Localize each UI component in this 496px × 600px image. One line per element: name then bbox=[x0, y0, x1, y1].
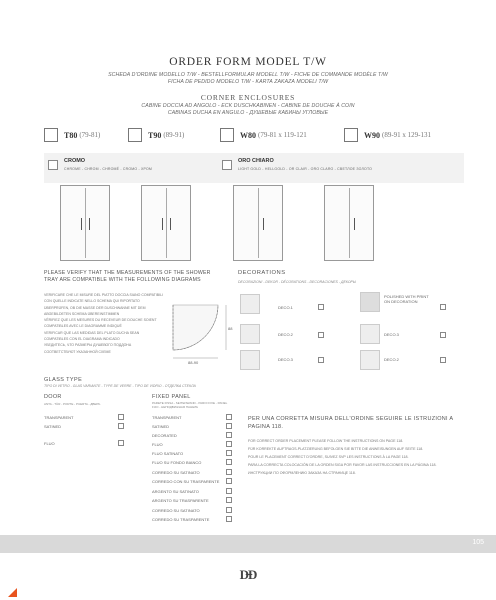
shower-tray-diagram bbox=[168, 300, 238, 370]
checkbox[interactable] bbox=[440, 332, 446, 338]
instruction-line: COMPATIBLES AVEC LE DIAGRAMME INDIQUÉ bbox=[44, 324, 122, 329]
page-title: ORDER FORM MODEL T/W bbox=[169, 56, 327, 68]
deco-label: DECO.2 bbox=[384, 357, 399, 362]
checkbox[interactable] bbox=[118, 440, 124, 446]
checkbox[interactable] bbox=[318, 357, 324, 363]
panel-option-label: CORREDO CON SU TRASPARENTE bbox=[152, 479, 220, 484]
fixed-panel-title: FIXED PANEL bbox=[152, 394, 191, 400]
brand-logo: D̶D bbox=[239, 567, 257, 582]
deco-label: DECO.3 bbox=[384, 332, 399, 337]
checkbox[interactable] bbox=[44, 128, 58, 142]
instruction-line: ÜBERPRÜFEN, OB DIE MASSE DER DUSCHWANNE MIT DEM bbox=[44, 305, 146, 310]
diagram-label: 88 bbox=[228, 326, 233, 331]
checkbox[interactable] bbox=[226, 441, 232, 447]
instruction-line: VERIFICAR QUE LAS MEDIDAS DEL PLATO DUCHA SEAN bbox=[44, 330, 140, 335]
instruction-line: CON QUELLE INDICATE NELLO SCHEMA QUI RIPORTATO bbox=[44, 299, 140, 304]
deco-swatch bbox=[360, 292, 380, 312]
checkbox[interactable] bbox=[226, 423, 232, 429]
door-title: DOOR bbox=[44, 394, 62, 400]
instruction-line: СООТВЕТСТВУЮТ УКАЗАННОЙ СХЕМЕ bbox=[44, 349, 111, 354]
instruction-line: VÉRIFIEZ QUE LES MESURES DU RECEVEUR DE DOUCHE SOIENT bbox=[44, 318, 157, 323]
deco-label: DECO.1 bbox=[278, 305, 293, 310]
deco-swatch bbox=[240, 324, 260, 344]
section-translations-line1: CABINE DOCCIA AD ANGOLO - ECK DUSCHKABINEN - CABINE DE DOUCHE À COIN bbox=[141, 103, 355, 109]
deco-swatch bbox=[360, 350, 380, 370]
checkbox[interactable] bbox=[226, 497, 232, 503]
checkbox[interactable] bbox=[440, 304, 446, 310]
deco-swatch bbox=[360, 324, 380, 344]
note-body bbox=[248, 439, 468, 476]
checkbox[interactable] bbox=[318, 304, 324, 310]
instruction-line: ABGEBILDETEN SCHEMA ÜBEREINSTIMMEN bbox=[44, 311, 120, 316]
note-line: FOR CORRECT ORDER PLACEMENT PLEASE FOLLOW THE INSTRUCTIONS ON PAGE 118. bbox=[248, 439, 404, 443]
checkbox[interactable] bbox=[220, 128, 234, 142]
checkbox[interactable] bbox=[48, 160, 58, 170]
note-line: POUR LE PLACEMENT CORRECT D'ORDRE, SUIVEZ SVP LES INSTRUCTIONS À LA PAGE 118. bbox=[248, 455, 409, 459]
checkbox[interactable] bbox=[226, 488, 232, 494]
section-translations-line2: CABINAS DUCHA EN ANGULO - ДУШЕВЫЕ КАБИНЫ УГЛОВЫЕ bbox=[167, 110, 329, 116]
checkbox[interactable] bbox=[128, 128, 142, 142]
panel-option-label: ARGENTO SU TRASPARENTE bbox=[152, 498, 209, 503]
enclosure-drawing-t90 bbox=[141, 185, 191, 261]
model-option-t90[interactable] bbox=[128, 128, 184, 142]
panel-option-label: SATINED bbox=[152, 424, 170, 429]
model-size: (89-91 x 129-131 bbox=[382, 131, 431, 139]
checkbox[interactable] bbox=[226, 459, 232, 465]
finish-description: CHROME - CHROM - CHROMÉ - CROMO - ХРОМ bbox=[64, 167, 153, 171]
model-options bbox=[44, 128, 464, 148]
glass-type-title: GLASS TYPE bbox=[44, 377, 83, 383]
door-subtitle: ANTA - TÜR - PORTE - PUERTA - ДВЕРЬ bbox=[44, 402, 101, 406]
panel-option-label: FLUO SU FONDO BIANCO bbox=[152, 460, 202, 465]
panel-option-label: CORREDO SU SATINATO bbox=[152, 508, 200, 513]
checkbox[interactable] bbox=[226, 432, 232, 438]
instruction-line: COMPATIBLES CON EL DIAGRAMA INDICADO bbox=[44, 337, 120, 342]
deco-swatch bbox=[240, 350, 260, 370]
door-option-label: FLUO bbox=[44, 441, 55, 446]
door-option-label: SATINED bbox=[44, 424, 62, 429]
footer-bar bbox=[0, 535, 496, 553]
title-translations-line1: SCHEDA D'ORDINE MODELLO T/W - BESTELLFORMULAR MODELL T/W - FICHE DE COMMANDE MODÈLE T/W bbox=[108, 72, 388, 78]
fixed-panel-subtitle: PARETE FISSA - SEITENWAND - PAROI FIXE - PANEL FIJO - НЕПОДВИЖНАЯ ПАНЕЛЬ bbox=[152, 401, 228, 409]
checkbox[interactable] bbox=[226, 414, 232, 420]
section-heading: CORNER ENCLOSURES bbox=[200, 93, 296, 102]
model-option-w80[interactable] bbox=[220, 128, 307, 142]
deco-label: DECO.3 bbox=[278, 357, 293, 362]
checkbox[interactable] bbox=[226, 469, 232, 475]
checkbox[interactable] bbox=[226, 478, 232, 484]
door-option-label: TRANSPARENT bbox=[44, 415, 74, 420]
enclosure-drawing-w90 bbox=[324, 185, 374, 261]
decorations-title: DECORATIONS bbox=[238, 270, 286, 276]
instructions-title: PLEASE VERIFY THAT THE MEASUREMENTS OF THE SHOWER TRAY ARE COMPATIBLE WITH THE FOLLOWING DIAGRAMS bbox=[44, 270, 211, 283]
checkbox[interactable] bbox=[226, 516, 232, 522]
panel-option-label: DECORATED bbox=[152, 433, 177, 438]
checkbox[interactable] bbox=[226, 450, 232, 456]
checkbox[interactable] bbox=[318, 332, 324, 338]
finish-options bbox=[44, 153, 464, 183]
glass-type-subtitle: TIPO DI VETRO - GLAS VARIANTE - TYPE DE VERRE - TIPO DE VIDRIO - ОТДЕЛКА СТЕКЛА bbox=[44, 384, 196, 388]
finish-name: ORO CHIARO bbox=[238, 158, 274, 164]
checkbox[interactable] bbox=[118, 423, 124, 429]
deco-label: POLISHED WITH PRINT ON DECORATION bbox=[384, 294, 429, 304]
model-option-w90[interactable] bbox=[344, 128, 431, 142]
model-size: (79-81) bbox=[79, 131, 101, 139]
model-code: W80 bbox=[240, 130, 256, 140]
panel-option-label: ARGENTO SU SATINATO bbox=[152, 489, 199, 494]
checkbox[interactable] bbox=[226, 507, 232, 513]
model-code: W90 bbox=[364, 130, 380, 140]
note-title: PER UNA CORRETTA MISURA DELL'ORDINE SEGUIRE LE ISTRUZIONI A PAGINA 118. bbox=[248, 416, 454, 430]
title-translations-line2: FICHA DE PEDIDO MODELO T/W - KARTA ZAKAZA MODELI T/W bbox=[167, 79, 329, 85]
order-instructions-note bbox=[248, 416, 468, 479]
note-line: ИНСТРУКЦИИ ПО ОФОРМЛЕНИЮ ЗАКАЗА НА СТРАНИЦЕ 118. bbox=[248, 471, 356, 475]
checkbox[interactable] bbox=[440, 357, 446, 363]
model-option-t80[interactable] bbox=[44, 128, 100, 142]
decorations-subtitle: DECORAZIONI - DEKOR - DÉCORATIONS - DECORACIONES - ДЕКОРЫ bbox=[238, 280, 356, 284]
deco-label: DECO.2 bbox=[278, 332, 293, 337]
enclosure-drawings bbox=[44, 185, 464, 265]
page-number: 105 bbox=[472, 539, 484, 546]
panel-option-label: FLUO bbox=[152, 442, 163, 447]
deco-swatch bbox=[240, 294, 260, 314]
instruction-line: VERIFICARE CHE LE MISURE DEL PIATTO DOCCIA SIANO COMPATIBILI bbox=[44, 293, 164, 297]
finish-description: LIGHT GOLD - HELLGOLD - OR CLAIR - ORO CLARO - СВЕТЛОЕ ЗОЛОТО bbox=[238, 167, 373, 171]
enclosure-drawing-t80 bbox=[60, 185, 110, 261]
page-corner-icon bbox=[8, 588, 17, 597]
finish-name: CROMO bbox=[64, 158, 86, 164]
panel-option-label: FLUO SATINATO bbox=[152, 451, 184, 456]
checkbox[interactable] bbox=[118, 414, 124, 420]
model-size: (79-81 x 119-121 bbox=[258, 131, 307, 139]
checkbox[interactable] bbox=[222, 160, 232, 170]
panel-option-label: TRANSPARENT bbox=[152, 415, 182, 420]
checkbox[interactable] bbox=[344, 128, 358, 142]
diagram-label: 88-90 bbox=[188, 360, 199, 365]
note-line: PARA LA CORRECTA COLOCACIÓN DE LA ORDEN SIGA POR FAVOR LAS INSTRUCCIONES EN LA PÁGINA 118. bbox=[248, 463, 437, 467]
model-size: (89-91) bbox=[163, 131, 185, 139]
model-code: T90 bbox=[148, 130, 162, 140]
enclosure-drawing-w80 bbox=[233, 185, 283, 261]
note-line: FÜR KORREKTE AUFTRAGS-PLATZIERUNG BEFOLGEN SIE BITTE DIE ANWEISUNGEN AUF SEITE 118. bbox=[248, 447, 424, 451]
model-code: T80 bbox=[64, 130, 78, 140]
instruction-line: УБЕДИТЕСЬ, ЧТО РАЗМЕРЫ ДУШЕВОГО ПОДДОНА bbox=[44, 343, 132, 348]
panel-option-label: CORREDO SU SATINATO bbox=[152, 470, 200, 475]
panel-option-label: CORREDO SU TRASPARENTE bbox=[152, 517, 210, 522]
